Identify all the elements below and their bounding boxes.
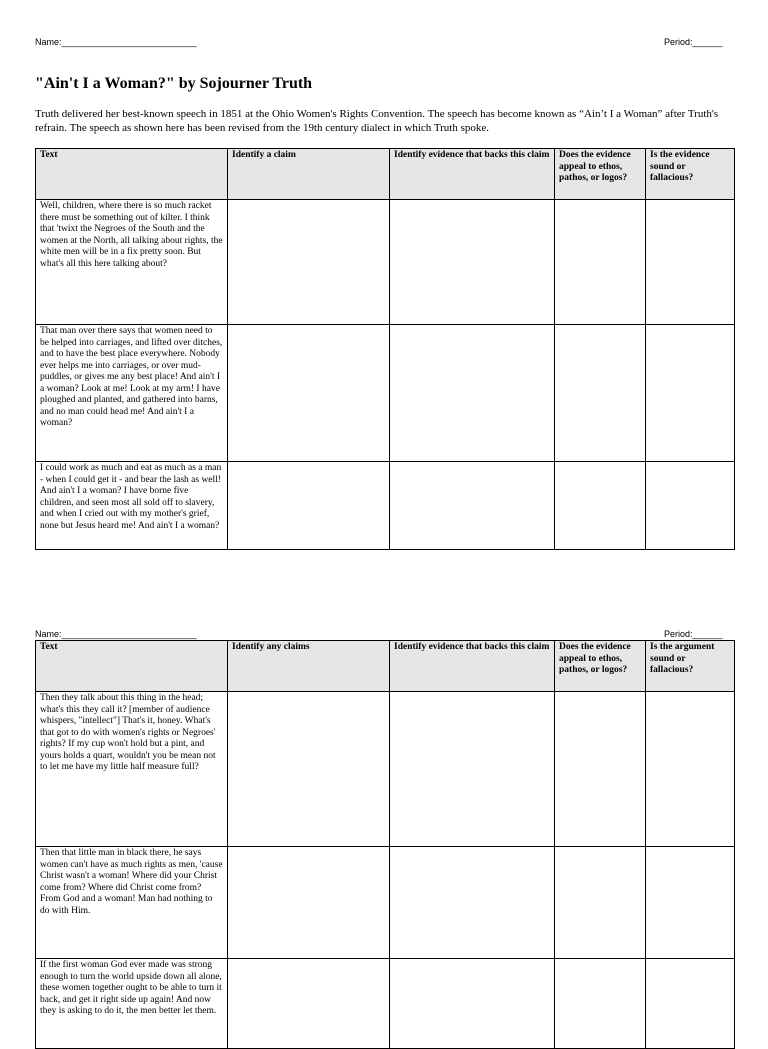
table-row <box>36 200 735 325</box>
table-header-row <box>36 149 735 200</box>
header-evidence: Identify evidence that backs this claim <box>390 641 555 692</box>
speech-excerpt: That man over there says that women need to be helped into carriages, and lifted over ditches, and to have the best place everywhere. Nobody ever helps me into carriages, or over mud-puddles, or gives me any best place! And ain't I a woman? Look at me! Look at my arm! I have ploughed and planted, and gathered into barns, and no man could head me! And ain't I a woman? <box>36 325 228 462</box>
name-field-label: Name:___________________________ <box>35 629 197 639</box>
appeal-cell[interactable] <box>555 325 646 462</box>
header-soundness: Is the argument sound or fallacious? <box>646 641 735 692</box>
appeal-cell[interactable] <box>555 462 646 550</box>
table-row <box>36 325 735 462</box>
soundness-cell[interactable] <box>646 692 735 847</box>
analysis-table-2 <box>35 640 735 1049</box>
name-field-label: Name:___________________________ <box>35 37 197 47</box>
appeal-cell[interactable] <box>555 847 646 959</box>
header-text: Text <box>36 149 228 200</box>
table-row <box>36 959 735 1049</box>
speech-excerpt: Then they talk about this thing in the head; what's this they call it? [member of audience whispers, "intellect"] That's it, honey. What's that got to do with women's rights or Negroes' rights? If my cup won't hold but a pint, and yours holds a quart, wouldn't you be mean not to let me have my little half measure full? <box>36 692 228 847</box>
table-header-row <box>36 641 735 692</box>
soundness-cell[interactable] <box>646 325 735 462</box>
claim-cell[interactable] <box>228 692 390 847</box>
period-field-label: Period:______ <box>664 37 723 47</box>
evidence-cell[interactable] <box>390 959 555 1049</box>
header-appeal: Does the evidence appeal to ethos, pathos, or logos? <box>555 149 646 200</box>
claim-cell[interactable] <box>228 325 390 462</box>
evidence-cell[interactable] <box>390 847 555 959</box>
table-row <box>36 847 735 959</box>
analysis-table-1 <box>35 148 735 550</box>
evidence-cell[interactable] <box>390 462 555 550</box>
table-row <box>36 692 735 847</box>
claim-cell[interactable] <box>228 959 390 1049</box>
worksheet-title: "Ain't I a Woman?" by Sojourner Truth <box>35 75 313 92</box>
soundness-cell[interactable] <box>646 200 735 325</box>
soundness-cell[interactable] <box>646 959 735 1049</box>
speech-excerpt: Then that little man in black there, he says women can't have as much rights as men, 'cause Christ wasn't a woman! Where did your Christ come from? Where did Christ come from? From God and a woman! Man had nothing to do with Him. <box>36 847 228 959</box>
claim-cell[interactable] <box>228 200 390 325</box>
evidence-cell[interactable] <box>390 692 555 847</box>
header-evidence: Identify evidence that backs this claim <box>390 149 555 200</box>
appeal-cell[interactable] <box>555 200 646 325</box>
intro-paragraph: Truth delivered her best-known speech in 1851 at the Ohio Women's Rights Convention. The speech has become known as “Ain’t I a Woman” after Truth's refrain. The speech as shown here has been revised from the 19th century dialect in which Truth spoke. <box>35 108 719 134</box>
evidence-cell[interactable] <box>390 325 555 462</box>
appeal-cell[interactable] <box>555 959 646 1049</box>
claim-cell[interactable] <box>228 847 390 959</box>
speech-excerpt: If the first woman God ever made was strong enough to turn the world upside down all alone, these women together ought to be able to turn it back, and get it right side up again! And now they is asking to do it, the men better let them. <box>36 959 228 1049</box>
table-row <box>36 462 735 550</box>
appeal-cell[interactable] <box>555 692 646 847</box>
header-soundness: Is the evidence sound or fallacious? <box>646 149 735 200</box>
soundness-cell[interactable] <box>646 462 735 550</box>
speech-excerpt: I could work as much and eat as much as a man - when I could get it - and bear the lash as well! And ain't I a woman? I have borne five children, and seen most all sold off to slavery, and when I cried out with my mother's grief, none but Jesus heard me! And ain't I a woman? <box>36 462 228 550</box>
header-text: Text <box>36 641 228 692</box>
evidence-cell[interactable] <box>390 200 555 325</box>
period-field-label: Period:______ <box>664 629 723 639</box>
header-claim: Identify any claims <box>228 641 390 692</box>
soundness-cell[interactable] <box>646 847 735 959</box>
header-claim: Identify a claim <box>228 149 390 200</box>
header-appeal: Does the evidence appeal to ethos, pathos, or logos? <box>555 641 646 692</box>
speech-excerpt: Well, children, where there is so much racket there must be something out of kilter. I think that 'twixt the Negroes of the South and the women at the North, all talking about rights, the white men will be in a fix pretty soon. But what's all this here talking about? <box>36 200 228 325</box>
claim-cell[interactable] <box>228 462 390 550</box>
